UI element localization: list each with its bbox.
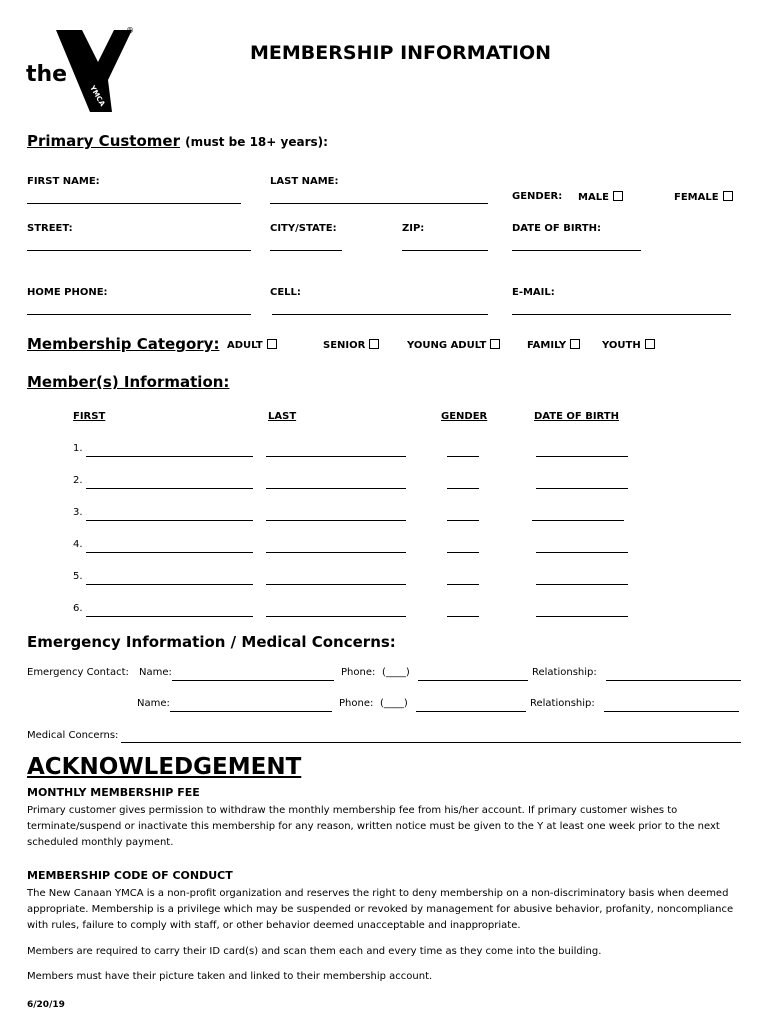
member-row-number: 4. [73, 539, 83, 550]
emergency-phone-label-1: Phone: [341, 667, 376, 678]
family-checkbox[interactable] [570, 339, 580, 349]
fee-text: Primary customer gives permission to withdraw the monthly membership fee from his/her account. If primary customer wishes to terminate/suspend or inactivate this membership for any reason, written notice must be given to the Y at least one week prior to the next scheduled monthly payment. [27, 805, 720, 848]
member-last-field[interactable] [266, 584, 406, 585]
home-phone-label: HOME PHONE: [27, 287, 108, 298]
member-dob-field[interactable] [536, 616, 628, 617]
member-gender-field[interactable] [447, 584, 479, 585]
email-field[interactable] [512, 314, 731, 315]
member-row-number: 3. [73, 507, 83, 518]
emergency-relationship-label-1: Relationship: [532, 667, 597, 678]
member-first-field[interactable] [86, 488, 253, 489]
primary-heading-text: Primary Customer [27, 132, 180, 150]
home-phone-field[interactable] [27, 314, 251, 315]
member-dob-field[interactable] [536, 456, 628, 457]
first-name-field[interactable] [27, 203, 241, 204]
zip-field[interactable] [402, 250, 488, 251]
young-adult-label: YOUNG ADULT [407, 340, 487, 351]
male-checkbox[interactable] [613, 191, 623, 201]
primary-heading-note: (must be 18+ years): [185, 135, 328, 149]
senior-checkbox[interactable] [369, 339, 379, 349]
cell-label: CELL: [270, 287, 301, 298]
street-field[interactable] [27, 250, 251, 251]
city-state-field[interactable] [270, 250, 342, 251]
zip-label: ZIP: [402, 223, 425, 234]
page-title: MEMBERSHIP INFORMATION [250, 42, 552, 64]
member-last-field[interactable] [266, 616, 406, 617]
category-adult-option[interactable] [227, 339, 277, 351]
medical-concerns-field[interactable] [121, 742, 741, 743]
member-first-field[interactable] [86, 584, 253, 585]
youth-label: YOUTH [602, 340, 641, 351]
emergency-name-label-1: Name: [139, 667, 172, 678]
emergency-phone-label-2: Phone: [339, 698, 374, 709]
gender-female-option[interactable] [674, 191, 733, 203]
emergency-phone-mask-2: (____) [380, 698, 408, 709]
members-heading: Member(s) Information: [27, 373, 230, 391]
first-name-label: FIRST NAME: [27, 176, 100, 187]
fee-heading: MONTHLY MEMBERSHIP FEE [27, 786, 200, 799]
member-row-number: 6. [73, 603, 83, 614]
male-label: MALE [578, 192, 609, 203]
id-card-text: Members are required to carry their ID card(s) and scan them each and every time as they come into the building. [27, 946, 602, 957]
conduct-heading: MEMBERSHIP CODE OF CONDUCT [27, 869, 233, 882]
emergency-contact-label: Emergency Contact: [27, 667, 129, 678]
member-first-field[interactable] [86, 520, 253, 521]
young-adult-checkbox[interactable] [490, 339, 500, 349]
last-name-field[interactable] [270, 203, 488, 204]
category-youth-option[interactable] [602, 339, 655, 351]
emergency-phone-field-1[interactable] [418, 680, 528, 681]
member-last-field[interactable] [266, 488, 406, 489]
gender-male-option[interactable] [578, 191, 623, 203]
family-label: FAMILY [527, 340, 567, 351]
member-dob-field[interactable] [536, 488, 628, 489]
emergency-relationship-field-2[interactable] [604, 711, 739, 712]
col-gender-header: GENDER [441, 411, 488, 422]
category-family-option[interactable] [527, 339, 580, 351]
emergency-phone-field-2[interactable] [416, 711, 526, 712]
emergency-name-field-1[interactable] [172, 680, 334, 681]
category-young-adult-option[interactable] [407, 339, 500, 351]
dob-label: DATE OF BIRTH: [512, 223, 601, 234]
emergency-relationship-field-1[interactable] [606, 680, 741, 681]
emergency-phone-mask-1: (____) [382, 667, 410, 678]
female-label: FEMALE [674, 192, 719, 203]
member-row-number: 1. [73, 443, 83, 454]
female-checkbox[interactable] [723, 191, 733, 201]
member-row-number: 5. [73, 571, 83, 582]
member-first-field[interactable] [86, 616, 253, 617]
emergency-name-label-2: Name: [137, 698, 170, 709]
member-row-number: 2. [73, 475, 83, 486]
adult-checkbox[interactable] [267, 339, 277, 349]
member-first-field[interactable] [86, 456, 253, 457]
col-last-header: LAST [268, 411, 297, 422]
street-label: STREET: [27, 223, 73, 234]
last-name-label: LAST NAME: [270, 176, 339, 187]
member-last-field[interactable] [266, 552, 406, 553]
ymca-logo [24, 26, 134, 116]
col-dob-header: DATE OF BIRTH [534, 411, 619, 422]
logo-registered-mark: ® [126, 26, 134, 35]
email-label: E-MAIL: [512, 287, 555, 298]
member-gender-field[interactable] [447, 616, 479, 617]
member-last-field[interactable] [266, 456, 406, 457]
emergency-heading: Emergency Information / Medical Concerns: [27, 633, 396, 651]
member-last-field[interactable] [266, 520, 406, 521]
logo-the-text: the [26, 62, 68, 87]
primary-customer-heading [27, 131, 328, 150]
cell-field[interactable] [272, 314, 488, 315]
col-first-header: FIRST [73, 411, 106, 422]
member-gender-field[interactable] [447, 520, 479, 521]
emergency-name-field-2[interactable] [170, 711, 332, 712]
conduct-text: The New Canaan YMCA is a non-profit organization and reserves the right to deny membership on a non-discriminatory basis when deemed appropriate. Membership is a privilege which may be suspended or revoked by management for abusive behavior, profanity, noncompliance with rules, failure to comply with staff, or other behavior deemed unacceptable and inappropriate. [27, 888, 734, 931]
youth-checkbox[interactable] [645, 339, 655, 349]
member-gender-field[interactable] [447, 552, 479, 553]
city-state-label: CITY/STATE: [270, 223, 337, 234]
logo-ymca-text: YMCA [88, 84, 107, 108]
adult-label: ADULT [227, 340, 263, 351]
category-senior-option[interactable] [323, 339, 379, 351]
dob-field[interactable] [512, 250, 641, 251]
member-dob-field[interactable] [532, 520, 624, 521]
gender-label: GENDER: [512, 191, 563, 202]
y-logo-icon [54, 28, 134, 114]
footer-date: 6/20/19 [27, 1000, 65, 1010]
medical-concerns-label: Medical Concerns: [27, 730, 119, 741]
member-first-field[interactable] [86, 552, 253, 553]
member-dob-field[interactable] [536, 552, 628, 553]
senior-label: SENIOR [323, 340, 366, 351]
member-gender-field[interactable] [447, 488, 479, 489]
acknowledgement-heading: ACKNOWLEDGEMENT [27, 754, 302, 780]
membership-category-heading: Membership Category: [27, 335, 220, 353]
member-gender-field[interactable] [447, 456, 479, 457]
picture-text: Members must have their picture taken and linked to their membership account. [27, 971, 433, 982]
member-dob-field[interactable] [536, 584, 628, 585]
emergency-relationship-label-2: Relationship: [530, 698, 595, 709]
